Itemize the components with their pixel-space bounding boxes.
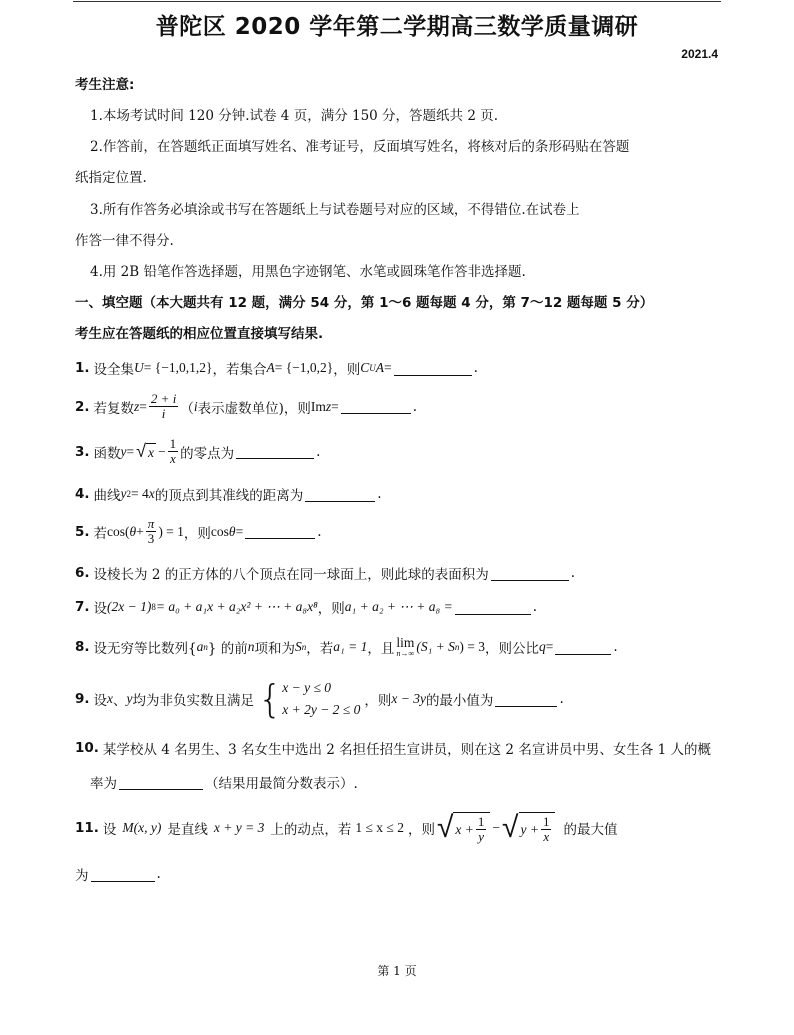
question-text: 曲线: [93, 488, 121, 504]
question-10: [75, 738, 711, 758]
math: a₁ = 1: [333, 639, 368, 654]
math: y +: [520, 821, 539, 837]
question-text: ，且: [367, 641, 395, 657]
square-root: [502, 812, 555, 844]
question-8: [75, 636, 618, 658]
math: 8: [151, 602, 156, 612]
system-row: x + 2y − 2 ≤ 0: [282, 702, 361, 717]
notice-item: 纸指定位置.: [75, 170, 147, 186]
question-2: [75, 392, 417, 421]
numerator: 1: [542, 814, 550, 829]
top-rule: [73, 1, 721, 2]
math: ) = 1: [158, 523, 184, 539]
math: a₁ + a₂ + ⋯ + a₈ =: [344, 599, 453, 614]
question-number: 7.: [75, 599, 90, 615]
math: a: [196, 639, 204, 654]
radical-sign-icon: √: [436, 810, 454, 845]
left-brace-icon: {: [258, 677, 283, 721]
question-text: 若复数: [93, 400, 135, 417]
question-9: [75, 677, 564, 721]
question-3: [75, 437, 320, 466]
question-number: 10.: [75, 740, 99, 756]
question-text: 的最小值为: [425, 693, 494, 709]
question-text: ，则: [333, 362, 361, 378]
math: U: [369, 363, 376, 373]
math: C: [360, 360, 370, 375]
question-number: 1.: [75, 360, 90, 376]
math: S: [295, 639, 302, 654]
math: cos(: [107, 523, 130, 539]
math: θ: [228, 523, 236, 539]
answer-blank[interactable]: [555, 640, 611, 655]
question-text: 设: [102, 822, 117, 838]
question-number: 3.: [75, 443, 90, 460]
fraction: [146, 517, 157, 546]
math: n: [247, 639, 255, 654]
question-text: } 的前: [207, 641, 248, 657]
math: −: [492, 820, 501, 835]
fraction: [149, 392, 178, 421]
math: n: [203, 642, 208, 652]
answer-blank[interactable]: [236, 444, 314, 459]
question-text: 的顶点到其准线的距离为: [154, 488, 304, 504]
fraction: [541, 815, 552, 844]
math: A: [266, 360, 275, 375]
question-text: 的最大值: [563, 822, 618, 838]
math: x: [148, 486, 155, 501]
question-text: .: [316, 443, 321, 460]
math: A: [375, 360, 385, 375]
math: x: [107, 691, 114, 706]
question-text: 表示虚数单位)，则: [197, 400, 311, 417]
question-text: （结果用最简分数表示）.: [205, 776, 358, 792]
question-10-line-2: [90, 772, 358, 792]
math: z: [325, 398, 332, 414]
notice-item: 1.本场考试时间 120 分钟.试卷 4 页，满分 150 分，答题纸共 2 页.: [90, 108, 499, 124]
math: z: [134, 398, 140, 414]
answer-blank[interactable]: [491, 566, 569, 581]
question-text: ，则: [183, 525, 211, 542]
system-row: x − y ≤ 0: [282, 680, 331, 695]
question-text: 设无穷等比数列{: [93, 641, 197, 657]
question-number: 8.: [75, 639, 90, 655]
question-text: 若: [93, 525, 108, 542]
question-number: 2.: [75, 398, 90, 415]
math: =: [384, 360, 392, 375]
notice-item: 4.用 2B 铅笔作答选择题，用黑色字迹钢笔、水笔或圆珠笔作答非选择题.: [90, 264, 526, 280]
answer-blank[interactable]: [455, 600, 531, 615]
question-1: [75, 358, 478, 378]
question-4: [75, 484, 382, 504]
question-number: 5.: [75, 523, 90, 540]
question-text: 函数: [93, 445, 121, 462]
page-number: 第 1 页: [377, 964, 417, 978]
math: =: [139, 398, 147, 414]
math: q: [539, 639, 546, 654]
math: i: [193, 398, 198, 414]
question-text: .: [317, 523, 322, 540]
square-root: [437, 812, 490, 844]
question-text: 率为: [90, 776, 117, 792]
notice-item: 2.作答前，在答题纸正面填写姓名、准考证号，反面填写姓名，将核对后的条形码贴在答题: [90, 139, 630, 155]
question-text: 为: [75, 868, 89, 884]
answer-blank[interactable]: [305, 487, 375, 502]
question-11: [75, 812, 617, 844]
denominator: y: [478, 829, 485, 844]
question-number: 6.: [75, 565, 90, 581]
math: =: [235, 523, 244, 539]
question-text: 、: [113, 693, 127, 709]
question-text: .: [473, 360, 478, 376]
math: cos: [210, 523, 229, 539]
math: (S₁ + S: [416, 639, 455, 654]
answer-blank[interactable]: [91, 867, 155, 882]
math: =: [545, 639, 554, 654]
radicand: [146, 443, 156, 461]
question-text: 项和为: [254, 641, 296, 657]
lim-word: lim: [396, 635, 415, 650]
math: +: [136, 523, 144, 539]
answer-blank[interactable]: [495, 692, 557, 707]
answer-blank[interactable]: [341, 399, 411, 414]
math: y: [120, 486, 127, 501]
notice-item: 3.所有作答务必填涂或书写在答题纸上与试卷题号对应的区域，不得错位.在试卷上: [90, 202, 580, 218]
numerator: 1: [169, 436, 177, 451]
limit: [396, 636, 414, 658]
question-number: 9.: [75, 691, 90, 707]
denominator: x: [543, 829, 550, 844]
question-text: ，则: [317, 601, 345, 617]
question-text: ，若集合: [212, 362, 267, 378]
section-instruction: 考生应在答题纸的相应位置直接填写结果.: [75, 326, 324, 342]
section-heading: 一、填空题（本大题共有 12 题，满分 54 分，第 1～6 题每题 4 分，第 7～12 题每题 5 分）: [75, 295, 654, 311]
exam-date: 2021.4: [681, 47, 718, 61]
math: U: [134, 360, 144, 375]
fraction: [476, 815, 487, 844]
math: n: [454, 642, 460, 652]
math: M(x, y): [122, 820, 162, 835]
math: x +: [455, 821, 474, 837]
question-7: [75, 597, 537, 617]
notice-item: 作答一律不得分.: [75, 233, 174, 249]
denominator: i: [161, 406, 166, 421]
denominator: 3: [147, 531, 155, 546]
question-11-line-2: [75, 864, 161, 884]
math: =: [126, 443, 135, 459]
math: ) = 3: [459, 639, 486, 654]
answer-blank[interactable]: [119, 775, 203, 790]
question-text: 是直线: [167, 822, 208, 838]
question-text: 上的动点，若: [270, 822, 352, 838]
math: θ: [129, 523, 137, 539]
math: = 4: [131, 486, 149, 501]
question-text: .: [613, 639, 618, 655]
question-text: .: [559, 691, 564, 707]
math: 2: [126, 489, 132, 499]
question-5: [75, 517, 321, 546]
math: = {−1,0,1,2}: [143, 360, 213, 375]
fraction: [168, 437, 179, 466]
question-text: 设全集: [93, 362, 135, 378]
exam-title: 普陀区 2020 学年第二学期高三数学质量调研: [155, 14, 639, 40]
math: 1 ≤ x ≤ 2: [355, 820, 404, 835]
question-text: 均为非负实数且满足: [132, 693, 255, 709]
radical-sign-icon: √: [136, 440, 147, 462]
math: y: [126, 691, 133, 706]
answer-blank[interactable]: [394, 361, 472, 376]
system-rows: [282, 677, 360, 721]
question-text: .: [532, 599, 537, 615]
question-text: ，则公比: [485, 641, 540, 657]
question-text: 的零点为: [180, 445, 235, 462]
question-text: .: [377, 486, 382, 502]
numerator: 1: [477, 814, 485, 829]
square-root: [136, 440, 156, 462]
answer-blank[interactable]: [245, 524, 315, 539]
question-text: 某学校从 4 名男生、3 名女生中选出 2 名担任招生宣讲员，则在这 2 名宣讲员中男、女生各 1 人的概: [102, 742, 711, 758]
question-text: 设: [93, 693, 108, 709]
question-text: 设: [93, 601, 108, 617]
question-number: 4.: [75, 486, 90, 502]
inequality-system: [258, 677, 360, 721]
math: x + y = 3: [213, 820, 265, 835]
math: y: [120, 443, 127, 459]
question-text: ，则: [364, 693, 392, 709]
math: =: [331, 398, 339, 414]
question-text: ，若: [306, 641, 334, 657]
math: −: [158, 443, 166, 459]
math: (2x − 1): [107, 599, 152, 614]
radicand: [519, 812, 556, 844]
math: Im: [310, 398, 326, 414]
question-text: .: [156, 866, 161, 882]
math: = {−1,0,2}: [274, 360, 334, 375]
denominator: x: [170, 451, 176, 466]
question-text: 设棱长为 2 的正方体的八个顶点在同一球面上，则此球的表面积为: [93, 567, 489, 583]
question-text: ，则: [407, 822, 435, 838]
math: = a₀ + a₁x + a₂x² + ⋯ + a₈x⁸: [155, 599, 318, 614]
notice-heading: 考生注意:: [75, 77, 135, 93]
math: n: [301, 642, 307, 652]
question-number: 11.: [75, 820, 99, 836]
numerator: π: [147, 516, 155, 531]
radical-sign-icon: √: [502, 810, 519, 845]
math: x − 3y: [391, 691, 426, 706]
question-6: [75, 563, 575, 583]
math: x: [148, 444, 155, 460]
numerator: 2 + i: [150, 391, 177, 406]
question-text: （: [180, 400, 194, 417]
question-text: .: [570, 565, 575, 581]
radicand: [453, 812, 490, 844]
question-text: .: [412, 398, 418, 415]
lim-subscript: n→∞: [396, 649, 415, 658]
